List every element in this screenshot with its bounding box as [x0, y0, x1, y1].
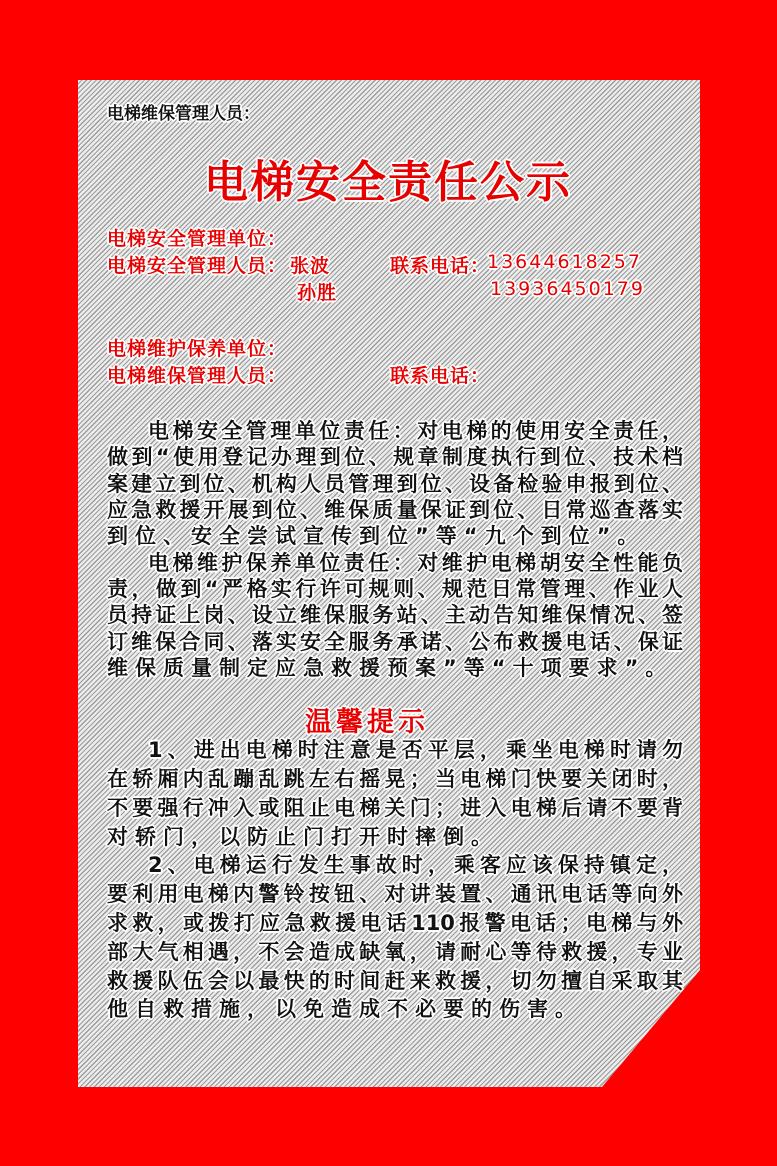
safety-manager-label: 电梯安全管理人员： — [107, 255, 288, 277]
safety-phone-label: 联系电话： — [390, 255, 491, 277]
text-line: 1、进出电梯时注意是否平层，乘坐电梯时请勿 — [148, 738, 683, 762]
text-line: 救援队伍会以最快的时间赶来救援，切勿擅自采取其 — [107, 969, 683, 993]
text-line: 维保质量制定应急救援预案”等“十项要求”。 — [107, 656, 674, 680]
safety-phone: 13644618257 — [487, 251, 642, 273]
text-line: 责，做到“严格实行许可规则、规范日常管理、作业人 — [107, 577, 683, 601]
text-line: 员持证上岗、设立维保服务站、主动告知维保情况、签 — [107, 603, 683, 627]
safety-phone: 13936450179 — [490, 278, 645, 300]
text-line: 应急救援开展到位、维保质量保证到位、日常巡查落实 — [107, 498, 683, 522]
text-line: 到位、安全尝试宣传到位”等“九个到位”。 — [107, 524, 646, 548]
text-line: 求救，或拨打应急救援电话110报警电话；电梯与外 — [107, 911, 683, 935]
text-line: 不要强行冲入或阻止电梯关门；进入电梯后请不要背 — [107, 796, 683, 820]
safety-manager-name: 张波 — [290, 255, 331, 277]
safety-unit-label: 电梯安全管理单位： — [107, 228, 288, 250]
text-line: 他自救措施，以免造成不必要的伤害。 — [107, 997, 583, 1021]
text-line: 在轿厢内乱蹦乱跳左右摇晃；当电梯门快要关闭时， — [107, 767, 683, 791]
tips-title: 温馨提示 — [305, 707, 429, 738]
text-line: 电梯安全管理单位责任：对电梯的使用安全责任， — [148, 419, 683, 443]
text-line: 电梯维护保养单位责任：对维护电梯胡安全性能负 — [148, 551, 683, 575]
text-line: 案建立到位、机构人员管理到位、设备检验申报到位、 — [107, 472, 683, 496]
page-title: 电梯安全责任公示 — [204, 157, 572, 208]
maintenance-phone-label: 联系电话： — [390, 365, 491, 387]
text-line: 要利用电梯内警铃按钮、对讲装置、通讯电话等向外 — [107, 882, 683, 906]
text-line: 2、电梯运行发生事故时，乘客应该保持镇定， — [148, 853, 683, 877]
maintenance-manager-label: 电梯维保管理人员： — [107, 365, 288, 387]
text-line: 部大气相遇，不会造成缺氧，请耐心等待救援，专业 — [107, 940, 683, 964]
text-line: 对轿门，以防止门打开时摔倒。 — [107, 825, 499, 849]
safety-manager-name: 孙胜 — [297, 282, 338, 304]
text-line: 订维保合同、落实安全服务承诺、公布救援电话、保证 — [107, 630, 683, 654]
maintenance-staff-header: 电梯维保管理人员： — [107, 104, 260, 124]
text-line: 做到“使用登记办理到位、规章制度执行到位、技术档 — [107, 445, 683, 469]
maintenance-unit-label: 电梯维护保养单位： — [107, 338, 288, 360]
